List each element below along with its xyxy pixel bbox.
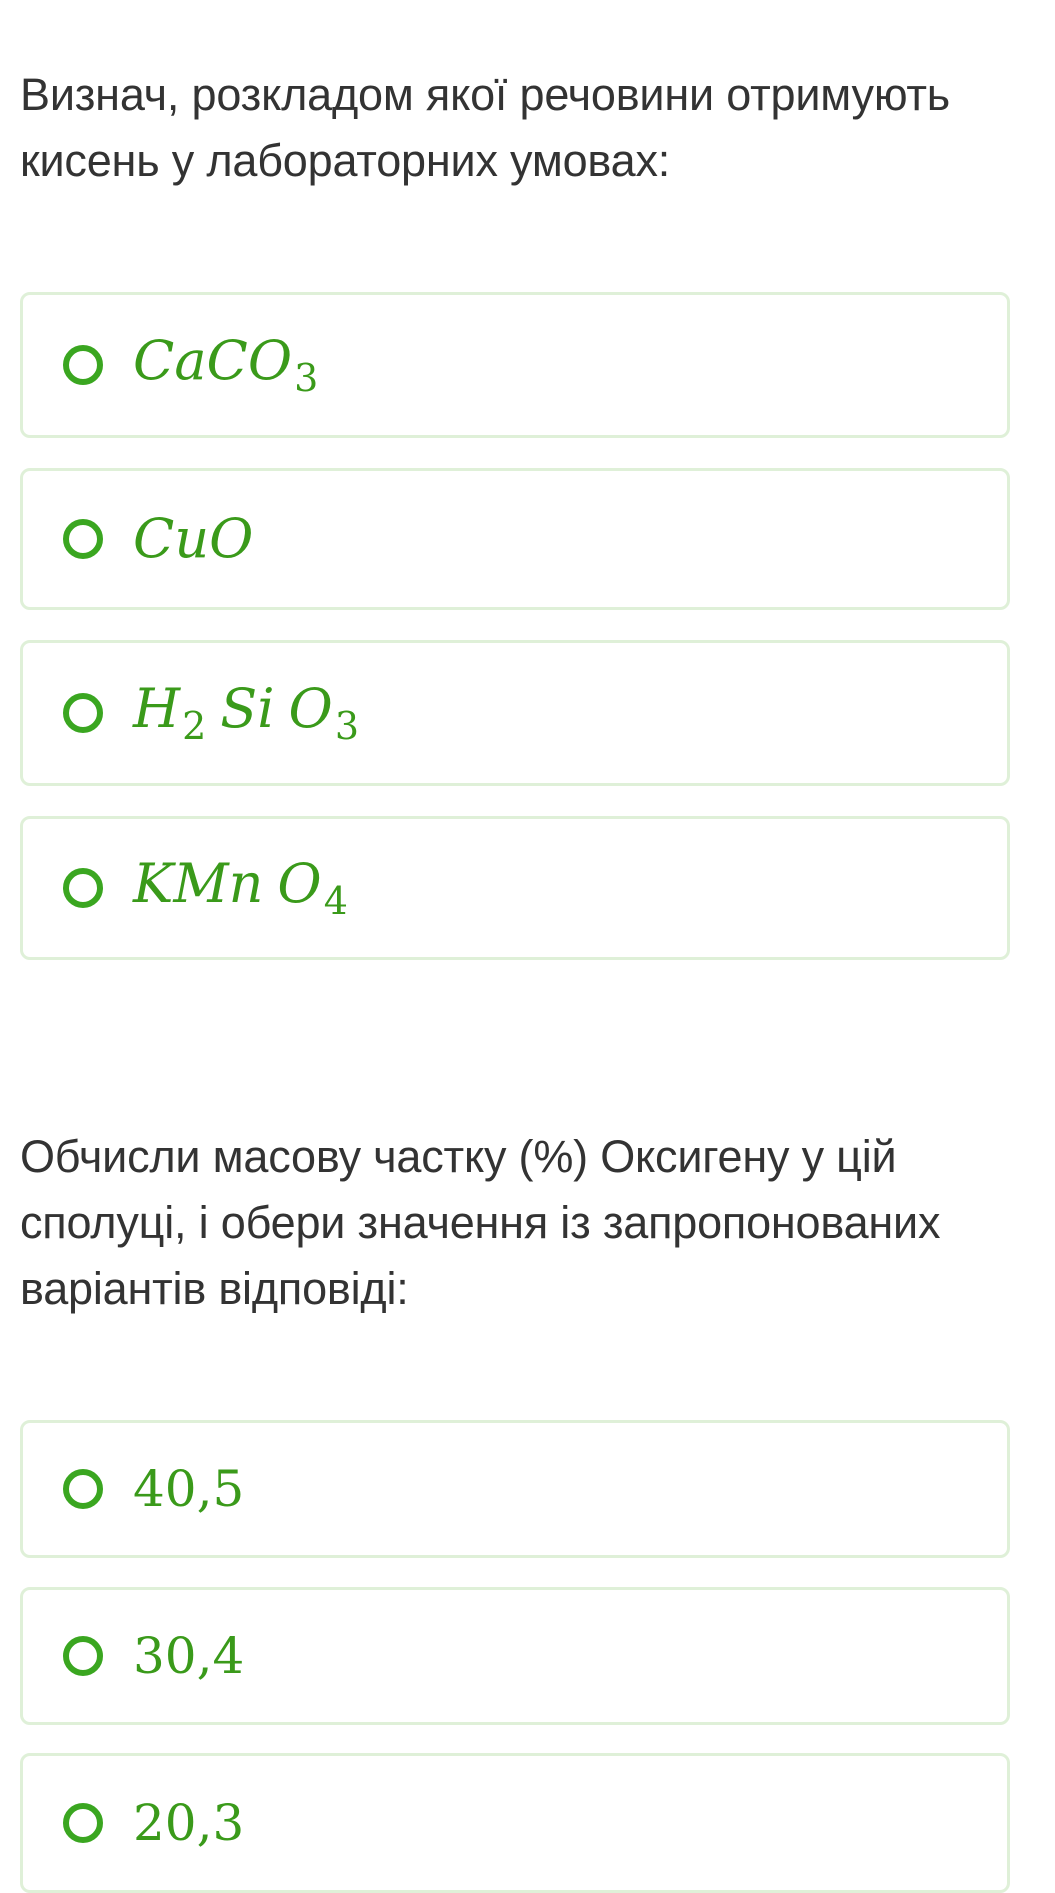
option-30-4[interactable] [20,1587,1010,1725]
radio-circle-icon[interactable] [63,1469,103,1509]
radio-circle-icon[interactable] [63,868,103,908]
question-2-text: Обчисли масову частку (%) Оксигену у цій сполуці, і обери значення із запропонованих варіантів відповіді: [20,1131,941,1314]
option-caco3[interactable] [20,292,1010,438]
option-kmno4[interactable] [20,816,1010,960]
option-20-3[interactable] [20,1753,1010,1893]
option-value: 40,5 [133,1460,245,1518]
radio-circle-icon[interactable] [63,1803,103,1843]
radio-circle-icon[interactable] [63,1636,103,1676]
option-formula: $H_2$ Si $O_3$ [133,676,360,748]
radio-circle-icon[interactable] [63,693,103,733]
option-formula: CaCO$_3$ [133,328,319,400]
option-h2sio3[interactable] [20,640,1010,786]
option-cuo[interactable] [20,468,1010,610]
option-40-5[interactable] [20,1420,1010,1558]
question-1-text: Визнач, розкладом якої речовини отримують кисень у лабораторних умовах: [20,69,951,186]
radio-circle-icon[interactable] [63,519,103,559]
option-value: 30,4 [133,1627,245,1685]
option-formula: KMn $O_4$ [133,851,348,923]
option-formula: CuO [133,507,254,570]
option-value: 20,3 [133,1794,245,1852]
radio-circle-icon[interactable] [63,345,103,385]
